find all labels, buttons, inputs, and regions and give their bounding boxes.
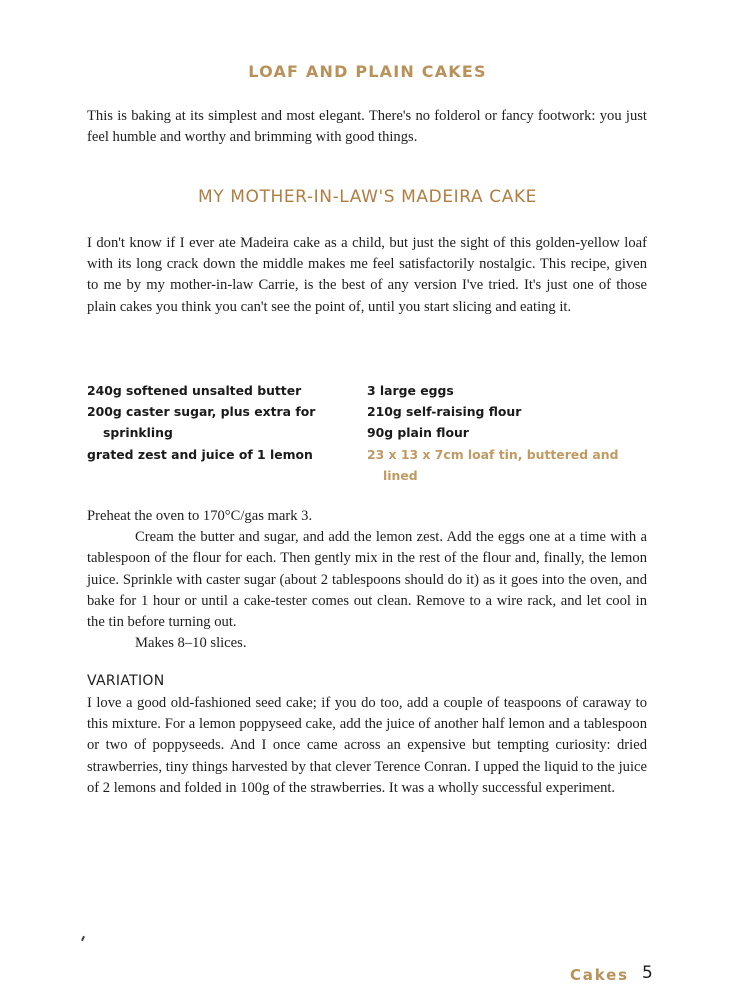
section-title: LOAF AND PLAIN CAKES [248,62,487,81]
page-number: 5 [642,963,653,983]
ingredient-item: 200g caster sugar, plus extra for sprinkling [87,404,316,441]
method [87,506,647,654]
ingredients-right-column [367,380,642,486]
recipe-intro: I don't know if I ever ate Madeira cake as a child, but just the sight of this golden-yellow loaf with its long crack down the middle makes me feel satisfactorily nostalgic. This recipe, given to me by my mother-in-law Carrie, is the best of any version I've tried. It's just one of those plain cakes you think you can't see the point of, until you start slicing and eating it. [87,235,647,315]
print-speck [81,936,85,941]
ingredients-left-column [87,380,347,465]
ingredient-item: 90g plain flour [367,425,469,441]
ingredient-item: 210g self-raising flour [367,404,522,420]
ingredient-item: grated zest and juice of 1 lemon [87,446,313,462]
ingredient-item: 240g softened unsalted butter [87,383,302,398]
ingredient-item: 3 large eggs [367,383,454,398]
variation-heading: VARIATION [87,673,165,689]
footer-chapter-label: Cakes [570,966,629,984]
method-step-main: Cream the butter and sugar, and add the lemon zest. Add the eggs one at a time with a tablespoon of the flour for each. Then gently mix in the rest of the flour and, finally, the lemon juice. Sprinkle with caster sugar (about 2 tablespoons should do it) as it goes into the oven, and bake for 1 hour or until a cake-tester comes out clean. Remove to a wire rack, and let cool in the tin before turning out. [87,529,647,631]
baking-tin-note: 23 x 13 x 7cm loaf tin, buttered and lined [367,446,619,483]
method-step-preheat: Preheat the oven to 170°C/gas mark 3. [87,508,313,524]
section-intro: This is baking at its simplest and most elegant. There's no folderol or fancy footwork: you just feel humble and worthy and brimming with good things. [87,108,647,145]
yield-note: Makes 8–10 slices. [135,635,247,652]
recipe-title: MY MOTHER-IN-LAW'S MADEIRA CAKE [197,187,538,207]
variation-text: I love a good old-fashioned seed cake; if you do too, add a couple of teaspoons of caraway to this mixture. For a lemon poppyseed cake, add the juice of another half lemon and a tablespoon or two of poppyseeds. And I once came across an expensive but tempting curiosity: dried strawberries, tiny things harvested by that clever Terence Conran. I upped the liquid to the juice of 2 lemons and folded in 100g of the strawberries. It was a wholly successful experiment. [87,695,647,796]
